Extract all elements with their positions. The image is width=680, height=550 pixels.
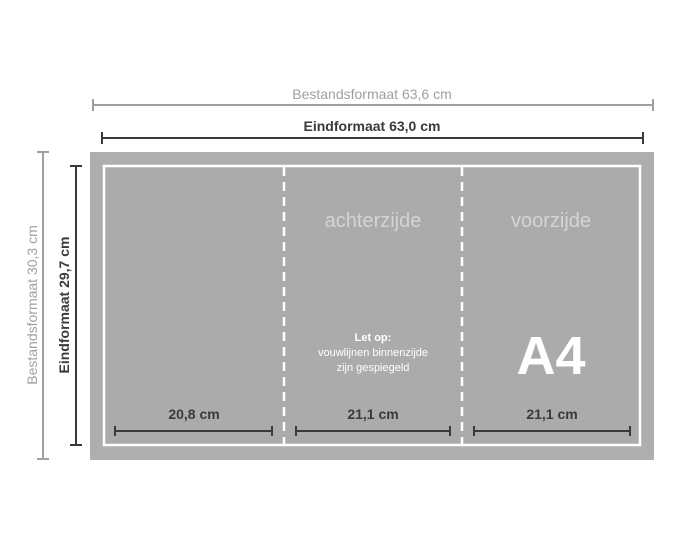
final-height-label: Eindformaat 29,7 cm xyxy=(56,236,72,374)
panel-1-width-label: 20,8 cm xyxy=(168,406,220,422)
trim-area xyxy=(104,166,640,445)
final-width-label: Eindformaat 63,0 cm xyxy=(303,118,441,134)
panel-3-width-label: 21,1 cm xyxy=(526,406,578,422)
panel-title-voorzijde: voorzijde xyxy=(510,210,592,232)
file-height-label: Bestandsformaat 30,3 cm xyxy=(24,225,40,385)
file-height-dimension xyxy=(24,152,49,459)
note-heading: Let op: xyxy=(354,332,392,344)
panel-title-achterzijde: achterzijde xyxy=(324,210,422,232)
final-height-dimension xyxy=(56,166,82,445)
final-width-dimension xyxy=(102,118,643,144)
note-line-2: zijn gespiegeld xyxy=(336,362,410,374)
panel-2-width-label: 21,1 cm xyxy=(347,406,399,422)
format-label-a4: A4 xyxy=(516,326,586,386)
note-line-1: vouwlijnen binnenzijde xyxy=(317,347,429,359)
file-width-label: Bestandsformaat 63,6 cm xyxy=(292,86,452,102)
file-width-dimension xyxy=(93,86,653,111)
